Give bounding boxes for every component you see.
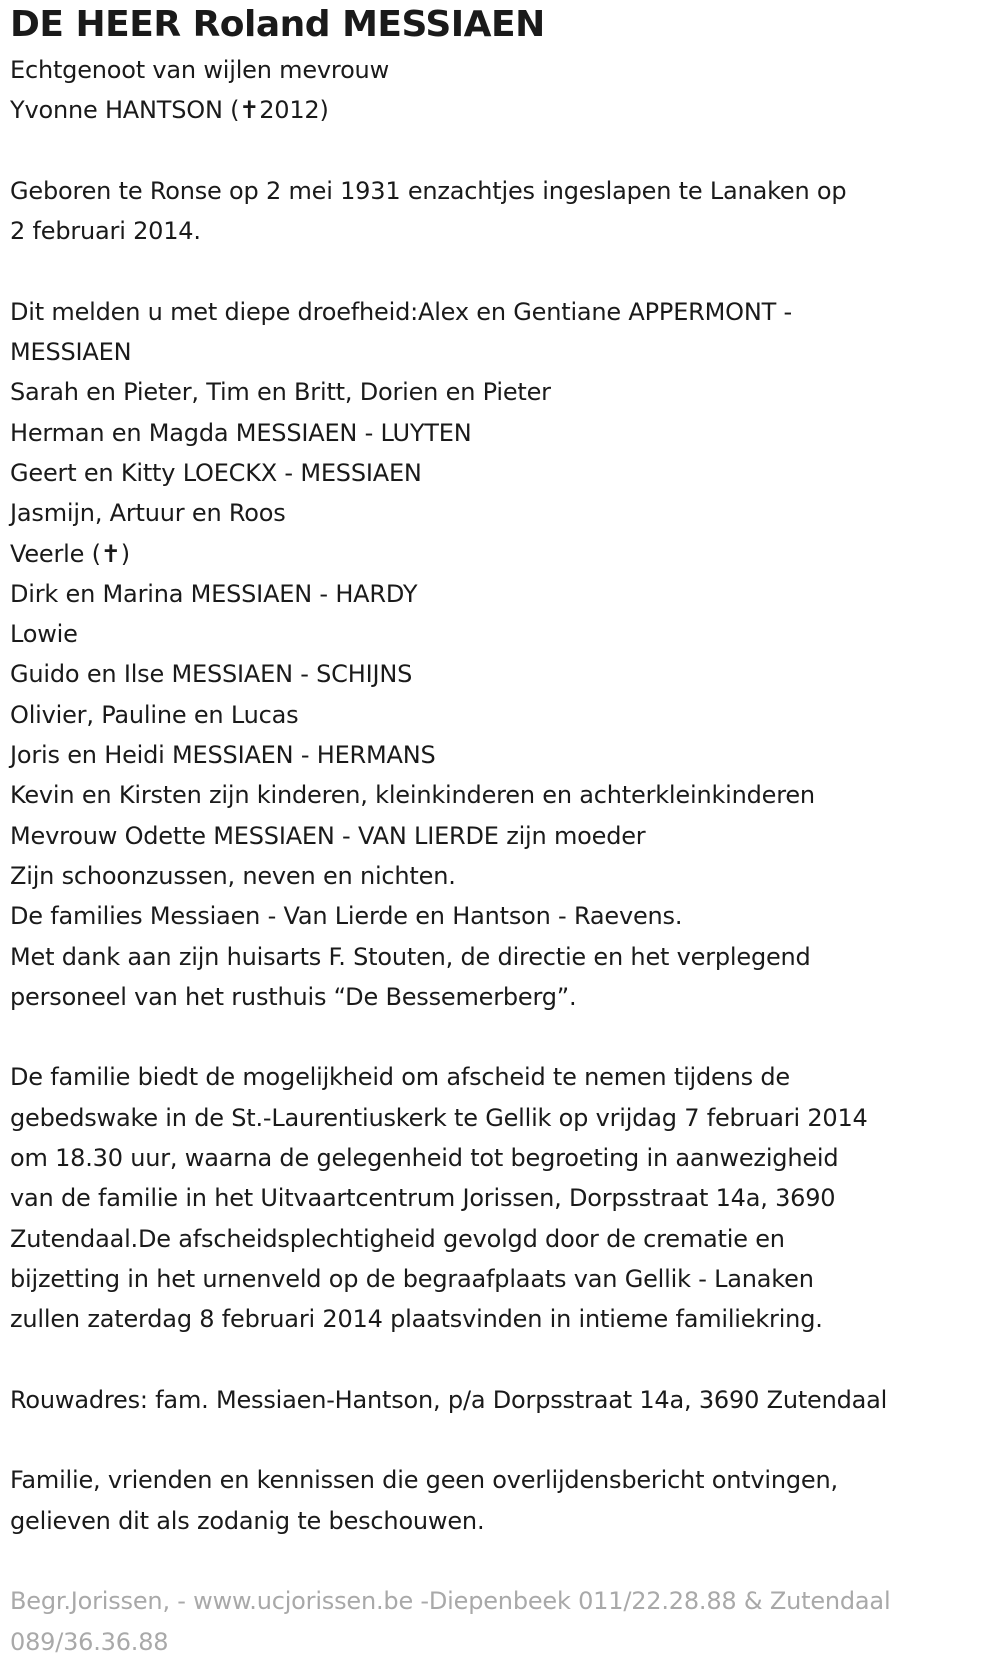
family-line: Mevrouw Odette MESSIAEN - VAN LIERDE zijn moeder	[10, 821, 646, 850]
intro-line: Echtgenoot van wijlen mevrouw	[10, 56, 389, 84]
ceremony-line: van de familie in het Uitvaartcentrum Jorissen, Dorpsstraat 14a, 3690	[10, 1184, 836, 1213]
ceremony-line: De familie biedt de mogelijkheid om afscheid te nemen tijdens de	[10, 1063, 790, 1092]
footer-line: 089/36.36.88	[10, 1627, 169, 1656]
family-line: De families Messiaen - Van Lierde en Hantson - Raevens.	[10, 902, 683, 931]
family-line: Zijn schoonzussen, neven en nichten.	[10, 861, 456, 890]
paragraph-gap	[10, 1541, 995, 1581]
family-line: Dirk en Marina MESSIAEN - HARDY	[10, 579, 418, 608]
notice-line: Familie, vrienden en kennissen die geen overlijdensbericht ontvingen,	[10, 1466, 838, 1495]
paragraph-gap	[10, 131, 995, 171]
paragraph-gap	[10, 1340, 995, 1380]
family-line: Dit melden u met diepe droefheid:Alex en Gentiane APPERMONT -	[10, 297, 792, 326]
paragraph-gap	[10, 1420, 995, 1460]
intro-line: Yvonne HANTSON (✝2012)	[10, 96, 329, 125]
notice-line: gelieven dit als zodanig te beschouwen.	[10, 1506, 485, 1535]
notice-section	[10, 1460, 995, 1541]
ceremony-line: zullen zaterdag 8 februari 2014 plaatsvinden in intieme familiekring.	[10, 1305, 823, 1334]
family-line: Jasmijn, Artuur en Roos	[10, 499, 286, 528]
family-line: Kevin en Kirsten zijn kinderen, kleinkinderen en achterkleinkinderen	[10, 781, 815, 810]
family-line: Olivier, Pauline en Lucas	[10, 700, 299, 729]
paragraph-gap	[10, 1017, 995, 1057]
family-line: Joris en Heidi MESSIAEN - HERMANS	[10, 741, 436, 770]
family-line: personeel van het rusthuis “De Bessemerberg”.	[10, 982, 577, 1011]
family-line: Met dank aan zijn huisarts F. Stouten, de directie en het verplegend	[10, 942, 811, 971]
ceremony-line: gebedswake in de St.-Laurentiuskerk te Gellik op vrijdag 7 februari 2014	[10, 1103, 868, 1132]
birth-section	[10, 171, 995, 252]
intro-section	[10, 50, 995, 131]
ceremony-section	[10, 1057, 995, 1339]
obituary-notice	[10, 0, 995, 1662]
footer-credit	[10, 1581, 995, 1662]
family-line: Herman en Magda MESSIAEN - LUYTEN	[10, 418, 472, 447]
family-line: Sarah en Pieter, Tim en Britt, Dorien en Pieter	[10, 378, 551, 407]
ceremony-line: Zutendaal.De afscheidsplechtigheid gevolgd door de crematie en	[10, 1224, 785, 1253]
family-line: MESSIAEN	[10, 338, 132, 367]
address-line: Rouwadres: fam. Messiaen-Hantson, p/a Dorpsstraat 14a, 3690 Zutendaal	[10, 1385, 888, 1414]
address-section	[10, 1380, 995, 1420]
page-title: DE HEER Roland MESSIAEN	[10, 4, 545, 45]
footer-line: Begr.Jorissen, - www.ucjorissen.be -Diepenbeek 011/22.28.88 & Zutendaal	[10, 1587, 891, 1616]
family-line: Geert en Kitty LOECKX - MESSIAEN	[10, 458, 422, 487]
birth-line: 2 februari 2014.	[10, 217, 201, 246]
ceremony-line: om 18.30 uur, waarna de gelegenheid tot begroeting in aanwezigheid	[10, 1144, 839, 1173]
family-line: Guido en Ilse MESSIAEN - SCHIJNS	[10, 660, 413, 689]
ceremony-line: bijzetting in het urnenveld op de begraafplaats van Gellik - Lanaken	[10, 1264, 814, 1293]
family-line: Veerle (✝)	[10, 539, 130, 568]
birth-line: Geboren te Ronse op 2 mei 1931 enzachtjes ingeslapen te Lanaken op	[10, 176, 847, 205]
family-section	[10, 292, 995, 1017]
paragraph-gap	[10, 251, 995, 291]
family-line: Lowie	[10, 620, 78, 649]
